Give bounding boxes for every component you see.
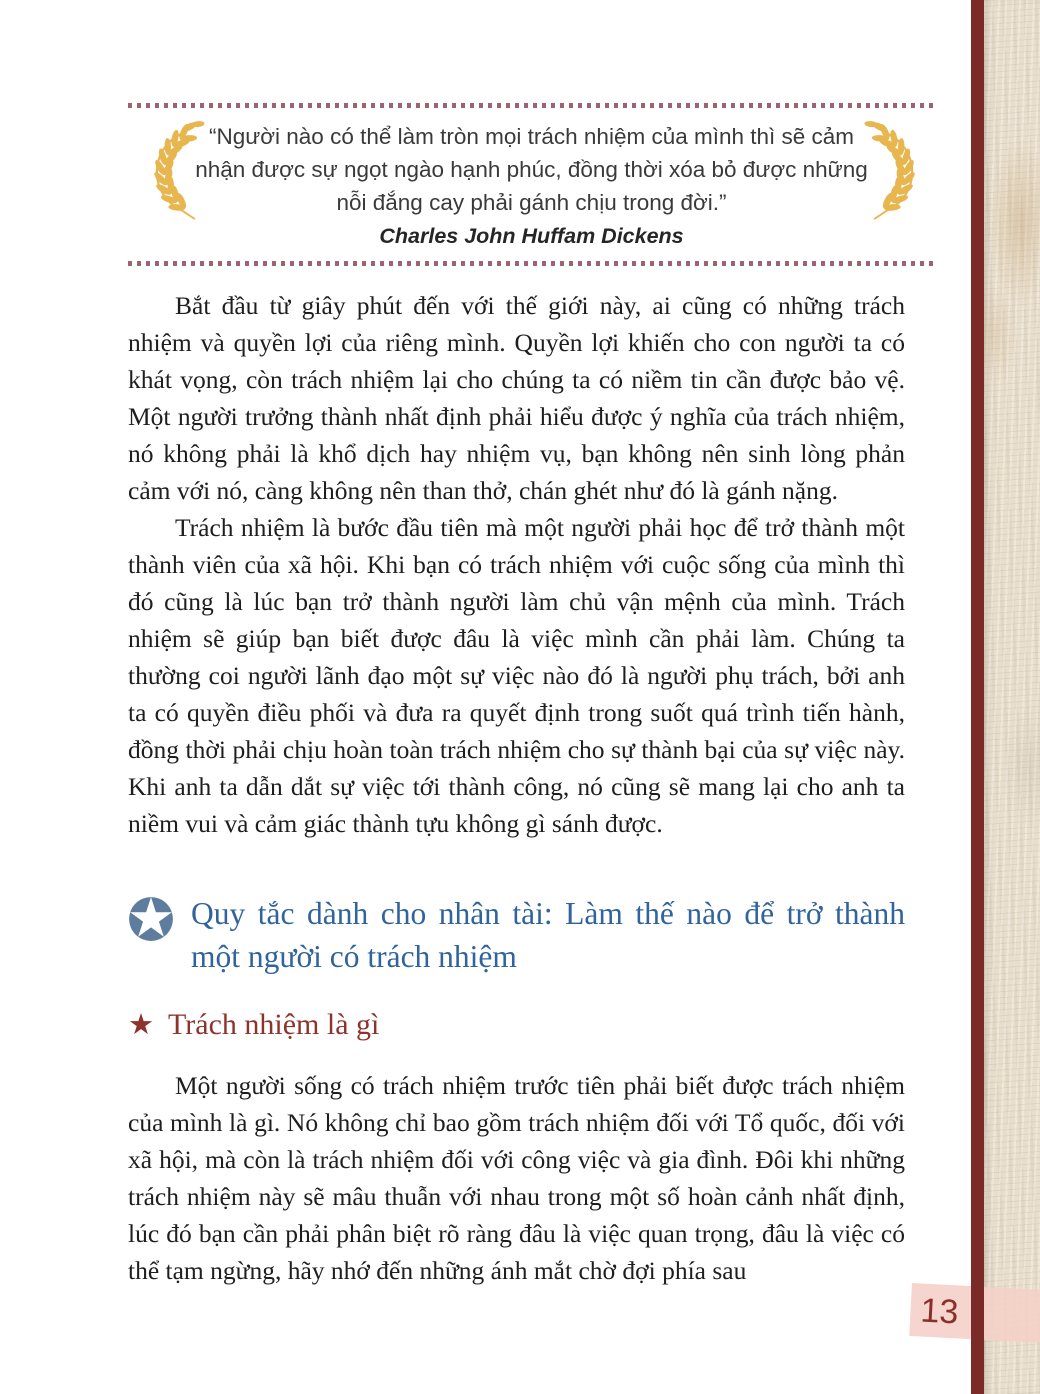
sub-heading: Trách nhiệm là gì	[168, 1008, 380, 1041]
section-heading-block	[128, 892, 905, 978]
quote-box	[128, 103, 935, 266]
laurel-left-icon	[136, 113, 206, 231]
paper-texture-strip	[984, 0, 1040, 1394]
laurel-right-icon	[863, 113, 933, 231]
star-icon: ★	[128, 1009, 154, 1041]
dotted-border-bottom	[128, 261, 935, 266]
page-number: 13	[919, 1291, 960, 1331]
star-circle-icon	[128, 894, 174, 942]
quote-author: Charles John Huffam Dickens	[379, 224, 684, 248]
quote-inner	[128, 108, 935, 261]
body-paragraph-2: Trách nhiệm là bước đầu tiên mà một người phải học để trở thành một thành viên của xã hội. Khi bạn có trách nhiệm với cuộc sống của mình thì đó cũng là lúc bạn trở thành người làm chủ vận mệnh của mình. Trách nhiệm sẽ giúp bạn biết được đâu là việc mình cần phải làm. Chúng ta thường coi người lãnh đạo một sự việc nào đó là người phụ trách, bởi anh ta có quyền điều phối và đưa ra quyết định trong suốt quá trình tiến hành, đồng thời phải chịu hoàn toàn trách nhiệm cho sự thành bại của sự việc này. Khi anh ta dẫn dắt sự việc tới thành công, nó cũng sẽ mang lại cho anh ta niềm vui và cảm giác thành tựu không gì sánh được.	[128, 513, 905, 838]
sub-heading-block	[128, 1006, 905, 1044]
spine-red-bar	[971, 0, 984, 1394]
body-paragraph-1: Bắt đầu từ giây phút đến với thế giới này, ai cũng có những trách nhiệm và quyền lợi của riêng mình. Quyền lợi khiến cho con người ta có khát vọng, còn trách nhiệm lại cho chúng ta có niềm tin cần được bảo vệ. Một người trưởng thành nhất định phải hiểu được ý nghĩa của trách nhiệm, nó không phải là khổ dịch hay nhiệm vụ, bạn không nên sinh lòng phản cảm với nó, càng không nên than thở, chán ghét như đó là gánh nặng.	[128, 291, 905, 505]
quote-text: “Người nào có thể làm tròn mọi trách nhiệm của mình thì sẽ cảm nhận được sự ngọt ngào hạnh phúc, đồng thời xóa bỏ được những nỗi đắng cay phải gánh chịu trong đời.”	[195, 124, 868, 215]
section-heading: Quy tắc dành cho nhân tài: Làm thế nào để trở thành một người có trách nhiệm	[191, 896, 905, 974]
page-content	[128, 103, 905, 1289]
body-paragraph-3: Một người sống có trách nhiệm trước tiên phải biết được trách nhiệm của mình là gì. Nó không chỉ bao gồm trách nhiệm đối với Tổ quốc, đối với xã hội, mà còn là trách nhiệm đối với công việc và gia đình. Đôi khi những trách nhiệm này sẽ mâu thuẫn với nhau trong một số hoàn cảnh nhất định, lúc đó bạn cần phải phân biệt rõ ràng đâu là việc quan trọng, đâu là việc có thể tạm ngừng, hãy nhớ đến những ánh mắt chờ đợi phía sau	[128, 1071, 905, 1285]
